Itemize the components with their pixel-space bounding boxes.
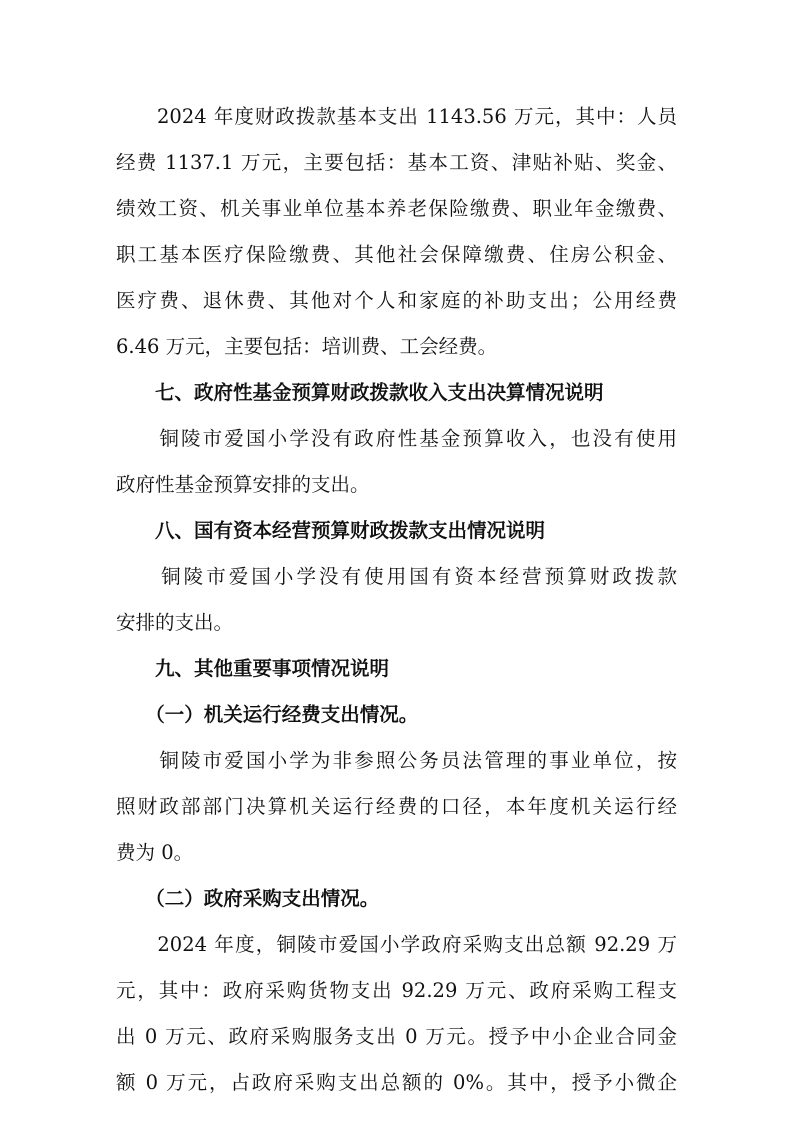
paragraph-basic-expenditure-line: 医疗费、退休费、其他对个人和家庭的补助支出；公用经费 <box>116 289 677 312</box>
paragraph-basic-expenditure-line: 经费 1137.1 万元，主要包括：基本工资、津贴补贴、奖金、 <box>116 151 677 174</box>
paragraph-basic-expenditure-line: 2024 年度财政拨款基本支出 1143.56 万元，其中：人员 <box>116 105 677 128</box>
paragraph-procurement-line: 出 0 万元、政府采购服务支出 0 万元。授予中小企业合同金 <box>116 1025 677 1048</box>
section-heading-7: 七、政府性基金预算财政拨款收入支出决算情况说明 <box>116 381 604 404</box>
paragraph-basic-expenditure-line: 绩效工资、机关事业单位基本养老保险缴费、职业年金缴费、 <box>116 197 677 220</box>
paragraph-procurement-line: 元，其中：政府采购货物支出 92.29 万元、政府采购工程支 <box>116 979 677 1002</box>
section-heading-8: 八、国有资本经营预算财政拨款支出情况说明 <box>116 519 546 542</box>
paragraph-operating-expenses-line: 铜陵市爱国小学为非参照公务员法管理的事业单位，按 <box>116 749 677 772</box>
section-heading-9: 九、其他重要事项情况说明 <box>116 657 390 680</box>
paragraph-state-capital-line: 铜陵市爱国小学没有使用国有资本经营预算财政拨款 <box>116 565 677 588</box>
paragraph-fund-budget-line: 政府性基金预算安排的支出。 <box>116 473 370 496</box>
paragraph-procurement-line: 额 0 万元，占政府采购支出总额的 0%。其中，授予小微企 <box>116 1071 677 1094</box>
paragraph-fund-budget-line: 铜陵市爱国小学没有政府性基金预算收入，也没有使用 <box>116 427 677 450</box>
paragraph-basic-expenditure-line: 职工基本医疗保险缴费、其他社会保障缴费、住房公积金、 <box>116 243 677 266</box>
paragraph-operating-expenses-line: 费为 0。 <box>116 841 194 864</box>
paragraph-basic-expenditure-line: 6.46 万元，主要包括：培训费、工会经费。 <box>116 335 498 358</box>
paragraph-procurement-line: 2024 年度，铜陵市爱国小学政府采购支出总额 92.29 万 <box>116 933 677 956</box>
paragraph-operating-expenses-line: 照财政部部门决算机关运行经费的口径，本年度机关运行经 <box>116 795 677 818</box>
subsection-heading-operating-expenses: （一）机关运行经费支出情况。 <box>116 703 419 726</box>
paragraph-state-capital-line: 安排的支出。 <box>116 611 234 634</box>
subsection-heading-procurement: （二）政府采购支出情况。 <box>116 887 380 910</box>
